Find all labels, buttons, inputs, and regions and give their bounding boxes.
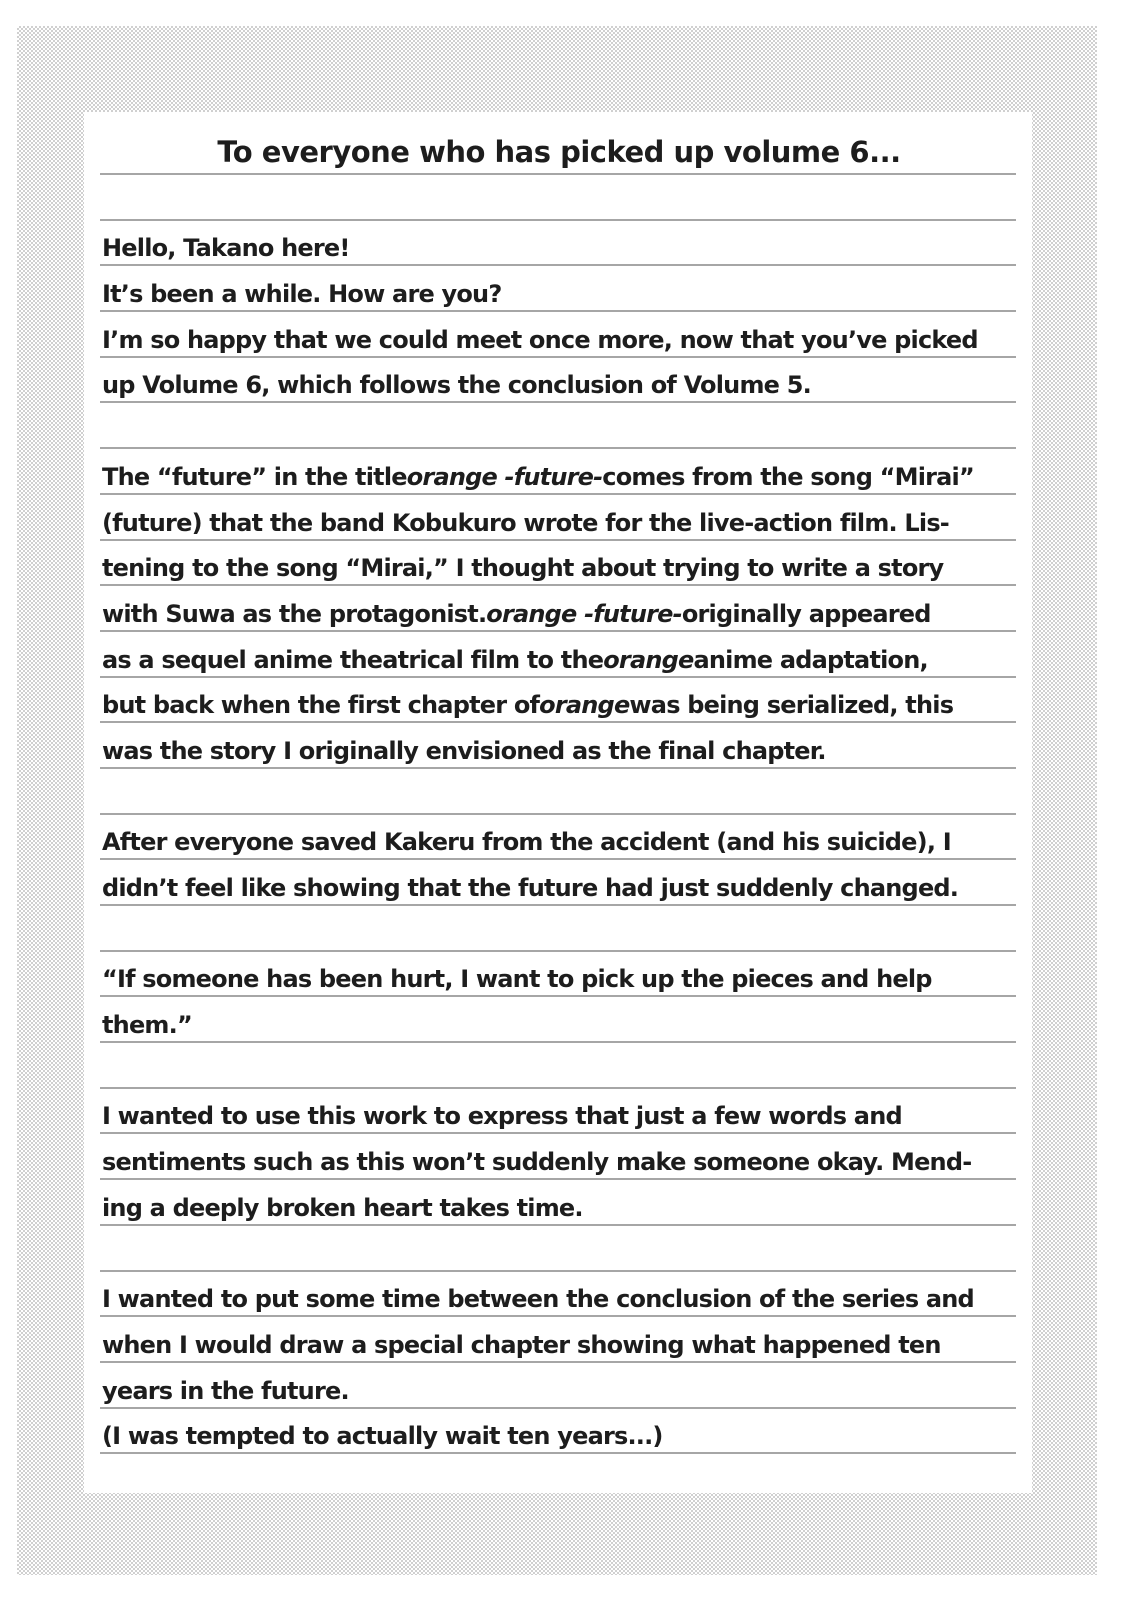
blank-ruled-line [100,403,1016,449]
handwritten-text-line [100,312,1016,358]
blank-ruled-line [100,769,1016,815]
notebook-rows [100,112,1016,1454]
line-text: I wanted to put some time between the conclusion of the series and [102,1285,974,1314]
blank-ruled-line [100,1226,1016,1272]
halftone-border [17,26,1097,1575]
line-text: comes from the song “Mirai” [602,462,974,491]
handwritten-text-line [100,266,1016,312]
blank-ruled-line [100,175,1016,221]
line-text: years in the future. [102,1376,349,1405]
handwritten-text-line [100,495,1016,541]
line-text: was being serialized, this [629,691,954,720]
line-text: them.” [102,1011,192,1040]
title-emphasis-text: orange -future- [486,599,682,628]
line-text: was the story I originally envisioned as the final chapter. [102,736,826,765]
line-text: After everyone saved Kakeru from the accident (and his suicide), I [102,828,951,857]
line-text: sentiments such as this won’t suddenly make someone okay. Mend- [102,1148,972,1177]
blank-ruled-line [100,1043,1016,1089]
line-text: (I was tempted to actually wait ten years...) [102,1422,663,1451]
handwritten-text-line [100,1272,1016,1318]
handwritten-text-line [100,358,1016,404]
handwritten-text-line [100,815,1016,861]
line-text: with Suwa as the protagonist. [102,599,487,628]
title-emphasis-text: orange [603,645,694,674]
handwritten-text-line [100,1317,1016,1363]
line-text: I’m so happy that we could meet once more, now that you’ve picked [102,325,978,354]
handwritten-text-line [100,678,1016,724]
line-text: didn’t feel like showing that the future had just suddenly changed. [102,874,959,902]
line-text: originally appeared [681,599,931,628]
handwritten-text-line [100,1363,1016,1409]
handwritten-text-line [100,1134,1016,1180]
line-text: but back when the first chapter of [102,691,540,720]
title-emphasis-text: orange [539,691,630,720]
line-text: Hello, Takano here! [102,234,350,263]
handwritten-text-line [100,1409,1016,1455]
handwritten-text-line [100,860,1016,906]
handwritten-text-line [100,449,1016,495]
handwritten-text-line [100,586,1016,632]
handwritten-text-line [100,632,1016,678]
handwritten-text-line [100,723,1016,769]
blank-ruled-line [100,906,1016,952]
line-text: It’s been a while. How are you? [102,280,502,309]
line-text: anime adaptation, [693,645,928,674]
handwritten-text-line [100,221,1016,267]
page-title [100,112,1016,175]
line-text: ing a deeply broken heart takes time. [102,1193,583,1222]
line-text: when I would draw a special chapter showing what happened ten [102,1330,941,1359]
line-text: To everyone who has picked up volume 6... [217,135,901,169]
line-text: (future) that the band Kobukuro wrote for the live-action film. Lis- [102,508,949,537]
line-text: tening to the song “Mirai,” I thought about trying to write a story [102,554,944,583]
handwritten-text-line [100,952,1016,998]
line-text: up Volume 6, which follows the conclusion of Volume 5. [102,371,811,400]
handwritten-text-line [100,1089,1016,1135]
line-text: “If someone has been hurt, I want to pick up the pieces and help [102,965,932,994]
handwritten-text-line [100,997,1016,1043]
title-emphasis-text: orange -future- [406,462,603,491]
notebook-page [84,112,1032,1493]
line-text: I wanted to use this work to express that just a few words and [102,1102,902,1131]
handwritten-text-line [100,541,1016,587]
handwritten-text-line [100,1180,1016,1226]
line-text: The “future” in the title [102,462,407,491]
line-text: as a sequel anime theatrical film to the [102,645,604,674]
